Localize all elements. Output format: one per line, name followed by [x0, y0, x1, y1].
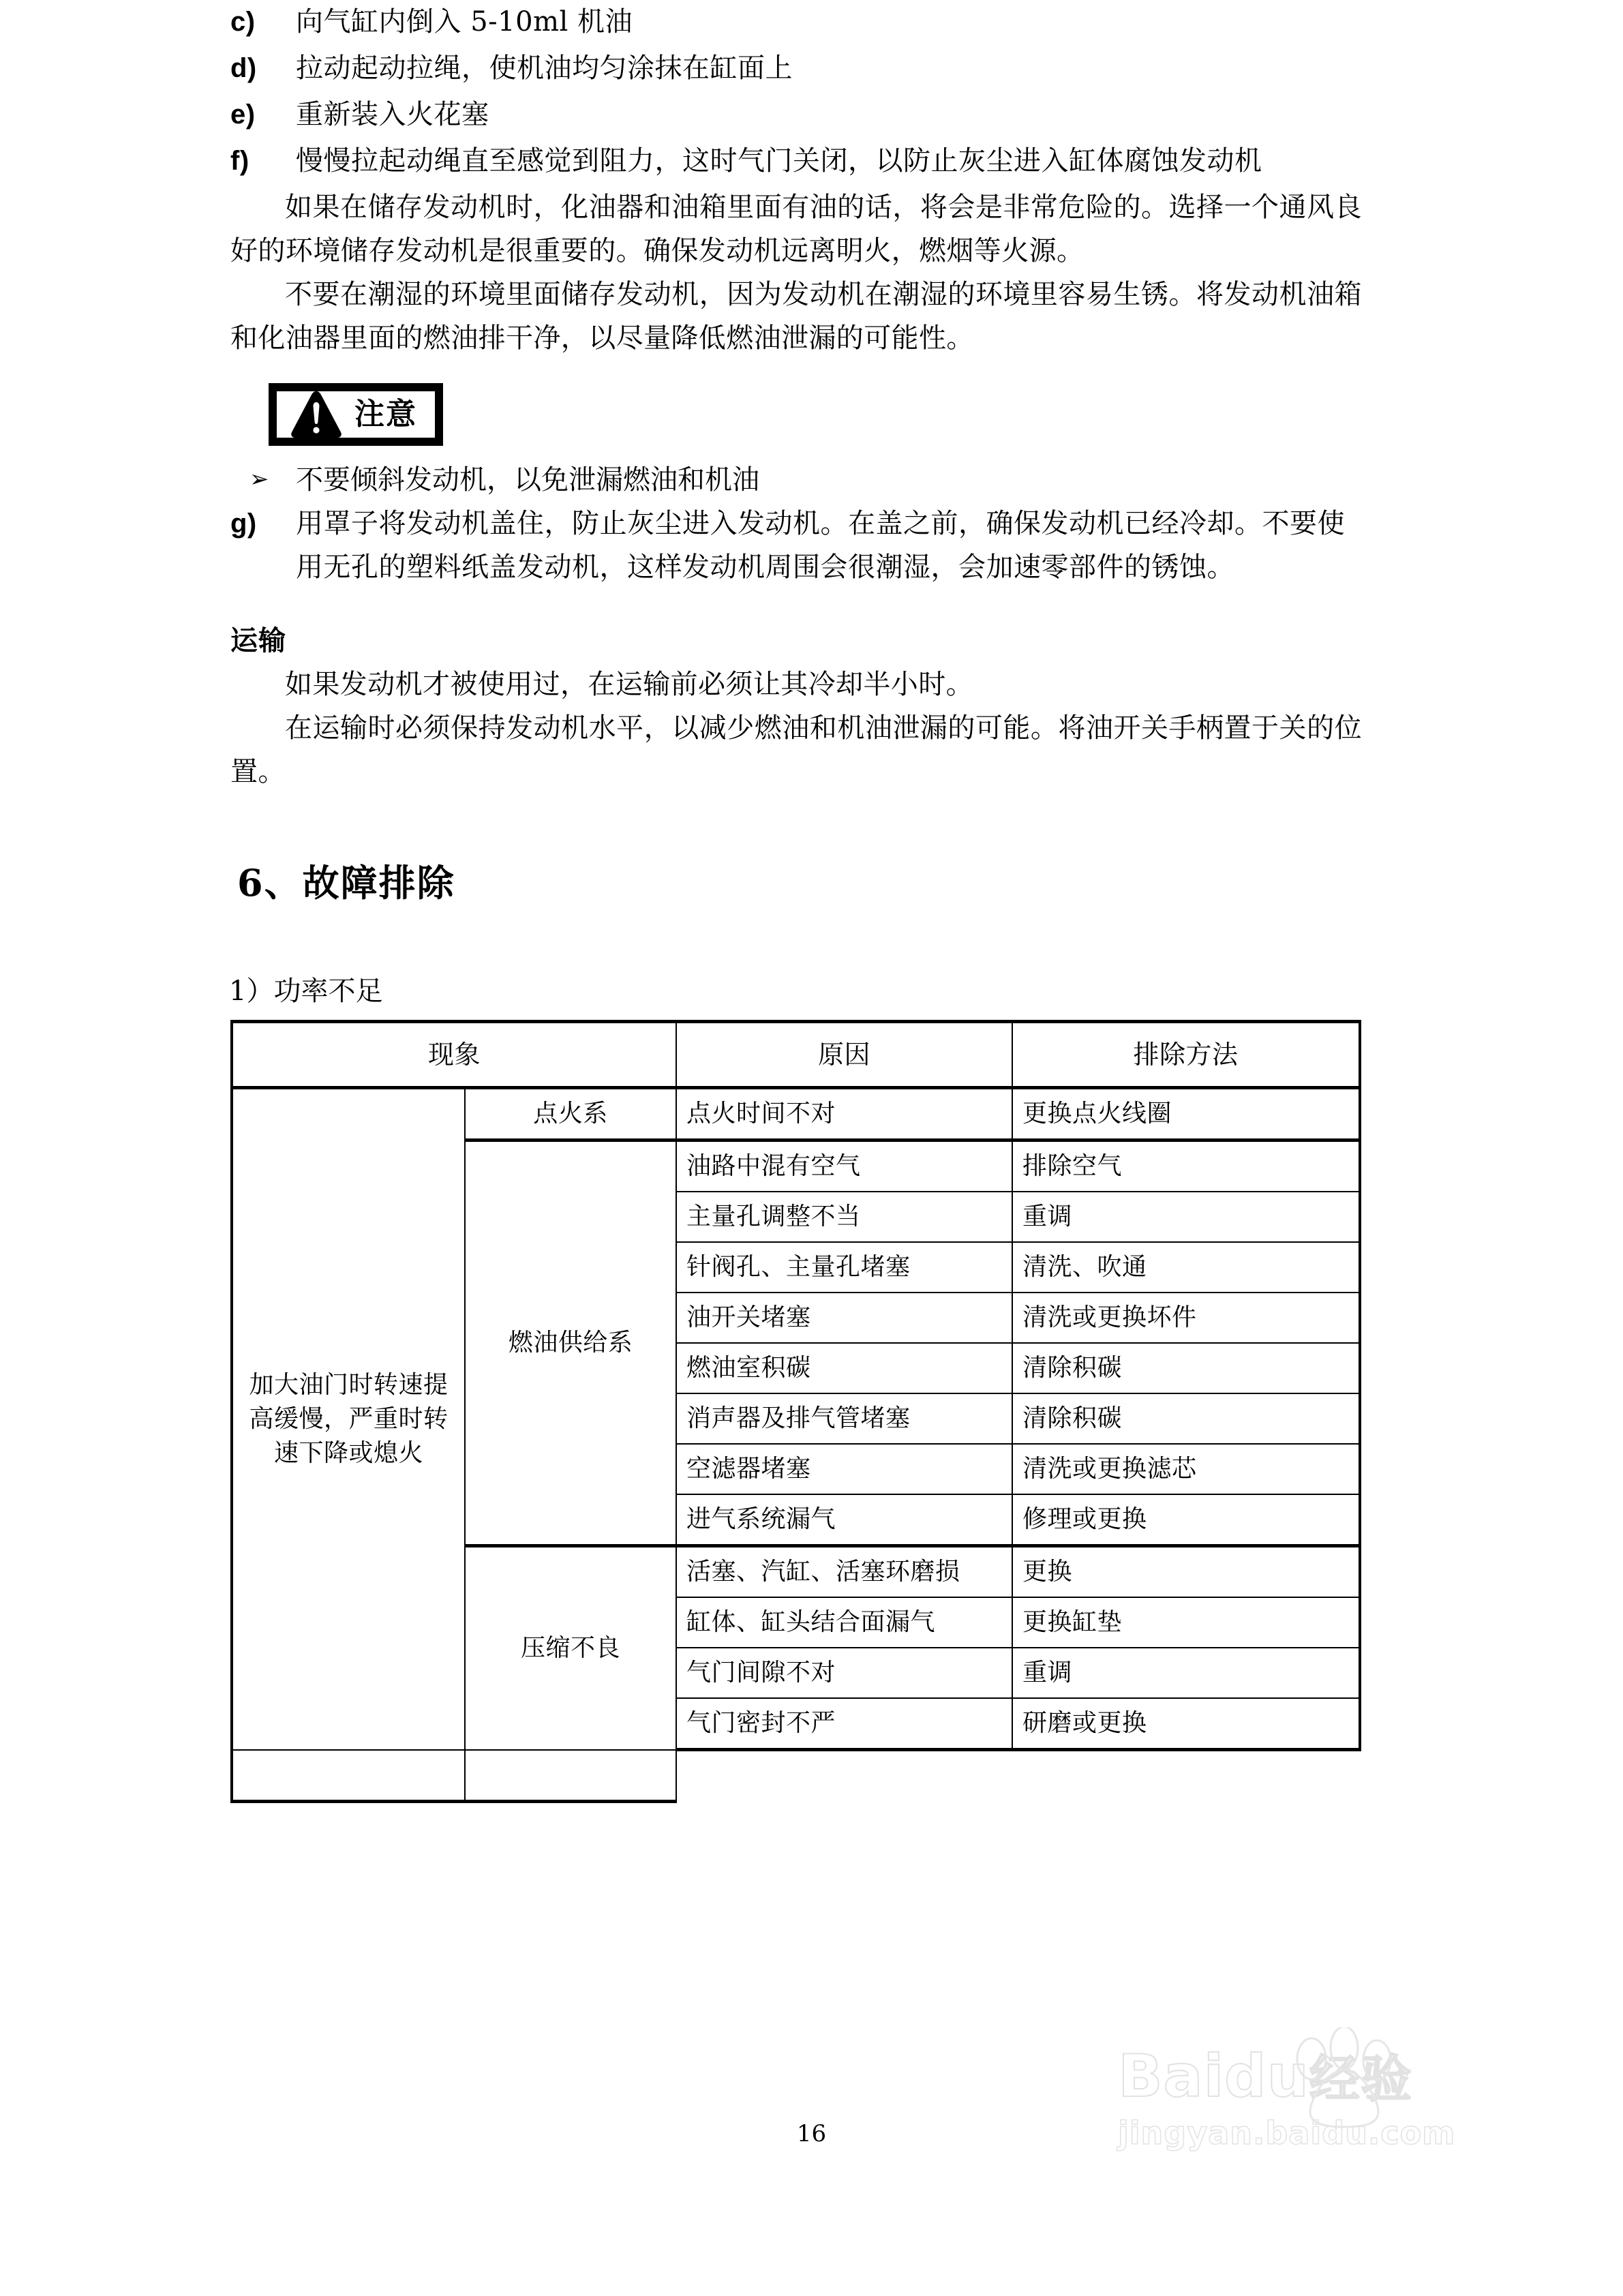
storage-paragraph-2: 不要在潮湿的环境里面储存发动机，因为发动机在潮湿的环境里容易生锈。将发动机油箱和化油器里面的燃油排干净，以尽量降低燃油泄漏的可能性。 [230, 279, 1362, 354]
list-item-text: 不要倾斜发动机，以免泄漏燃油和机油 [296, 464, 759, 496]
table-cell-remedy: 更换缸垫 [1012, 1597, 1360, 1648]
table-cell-remedy: 修理或更换 [1012, 1494, 1360, 1546]
notice-label: 注意 [354, 397, 417, 432]
list-marker: f) [230, 146, 249, 176]
watermark-url: jingyan.baidu.com [1118, 2115, 1456, 2151]
arrow-bullet-icon: ➢ [249, 466, 269, 493]
table-cell-cause: 燃油室积碳 [676, 1343, 1012, 1393]
list-item [230, 502, 1362, 589]
table-cell-remedy: 更换 [1012, 1546, 1360, 1598]
list-item-text: 重新装入火花塞 [296, 99, 489, 130]
table-cell-symptom: 加大油门时转速提高缓慢，严重时转速下降或熄火 [232, 1088, 465, 1750]
list-item [230, 0, 1362, 44]
list-item-text: 慢慢拉起动绳直至感觉到阻力，这时气门关闭，以防止灰尘进入缸体腐蚀发动机 [296, 145, 1262, 177]
list-marker: e) [230, 100, 256, 130]
troubleshooting-table [230, 1020, 1361, 1803]
transport-paragraph-2: 在运输时必须保持发动机水平，以减少燃油和机油泄漏的可能。将油开关手柄置于关的位置。 [230, 712, 1362, 787]
table-cell-cause: 针阀孔、主量孔堵塞 [676, 1242, 1012, 1293]
table-cell-cause: 油开关堵塞 [676, 1293, 1012, 1343]
table-cell-remedy: 清洗或更换坏件 [1012, 1293, 1360, 1343]
table-cell-cause: 空滤器堵塞 [676, 1444, 1012, 1494]
table-cell-cause: 进气系统漏气 [676, 1494, 1012, 1546]
table-cell-remedy: 清除积碳 [1012, 1393, 1360, 1444]
table-cell-system: 压缩不良 [465, 1546, 676, 1750]
table-cell-cause: 缸体、缸头结合面漏气 [676, 1597, 1012, 1648]
baidu-paw-icon [1269, 2027, 1412, 2130]
table-cell-cause: 活塞、汽缸、活塞环磨损 [676, 1546, 1012, 1598]
table-cell-remedy: 排除空气 [1012, 1141, 1360, 1192]
table-cell-system: 燃油供给系 [465, 1141, 676, 1546]
list-item [230, 46, 1362, 90]
table-cell-remedy: 清洗、吹通 [1012, 1242, 1360, 1293]
table-header-cell-symptom: 现象 [232, 1022, 676, 1088]
list-item-text: 用罩子将发动机盖住，防止灰尘进入发动机。在盖之前，确保发动机已经冷却。不要使用无孔的塑料纸盖发动机，这样发动机周围会很潮湿，会加速零部件的锈蚀。 [296, 508, 1345, 583]
chapter-heading: 6、故障排除 [237, 861, 455, 905]
section-title-transport: 运输 [230, 624, 286, 656]
transport-paragraph-1: 如果发动机才被使用过，在运输前必须让其冷却半小时。 [285, 669, 973, 700]
list-item-text: 拉动起动拉绳，使机油均匀涂抹在缸面上 [296, 52, 793, 84]
table-cell-remedy: 更换点火线圈 [1012, 1088, 1360, 1141]
table-cell-remedy: 重调 [1012, 1192, 1360, 1242]
table-cell-system: 点火系 [465, 1088, 676, 1141]
table-cell-cause: 油路中混有空气 [676, 1141, 1012, 1192]
storage-paragraph-1: 如果在储存发动机时，化油器和油箱里面有油的话，将会是非常危险的。选择一个通风良好的环境储存发动机是很重要的。确保发动机远离明火，燃烟等火源。 [230, 192, 1362, 267]
table-cell-cause: 消声器及排气管堵塞 [676, 1393, 1012, 1444]
list-item [230, 458, 1362, 502]
storage-steps-list [230, 0, 1362, 183]
warning-triangle-icon [289, 390, 344, 439]
table-row-spacer [232, 1750, 1360, 1802]
table-cell-empty-symptom [232, 1750, 465, 1802]
notice-box-wrapper [269, 383, 1362, 446]
list-item [230, 139, 1362, 183]
table-cell-cause: 气门密封不严 [676, 1698, 1012, 1750]
table-cell-cause: 主量孔调整不当 [676, 1192, 1012, 1242]
table-cell-empty-system [465, 1750, 676, 1802]
notice-bullet-list [230, 458, 1362, 502]
list-marker: d) [230, 53, 257, 83]
table-header-cell-remedy: 排除方法 [1012, 1022, 1360, 1088]
watermark-brand-latin: Baidu [1118, 2042, 1309, 2111]
table-cell-cause: 点火时间不对 [676, 1088, 1012, 1141]
table-header-cell-cause: 原因 [676, 1022, 1012, 1088]
storage-steps-list-continued [230, 502, 1362, 589]
list-item-text: 向气缸内倒入 5-10ml 机油 [296, 6, 633, 37]
list-marker: g) [230, 509, 257, 539]
list-marker: c) [230, 7, 256, 37]
table-row [232, 1088, 1360, 1141]
page-content [230, 0, 1362, 1803]
table-cell-remedy: 清洗或更换滤芯 [1012, 1444, 1360, 1494]
table-header-row [232, 1022, 1360, 1088]
watermark-brand [1118, 2042, 1595, 2111]
table-cell-remedy: 重调 [1012, 1648, 1360, 1698]
table-cell-remedy: 研磨或更换 [1012, 1698, 1360, 1750]
table-cell-cause: 气门间隙不对 [676, 1648, 1012, 1698]
notice-box [269, 383, 443, 446]
page-number: 16 [796, 2120, 827, 2147]
list-item [230, 93, 1362, 136]
watermark-brand-cn: 经验 [1309, 2050, 1413, 2109]
table-caption: 1）功率不足 [229, 976, 383, 1007]
table-cell-remedy: 清除积碳 [1012, 1343, 1360, 1393]
